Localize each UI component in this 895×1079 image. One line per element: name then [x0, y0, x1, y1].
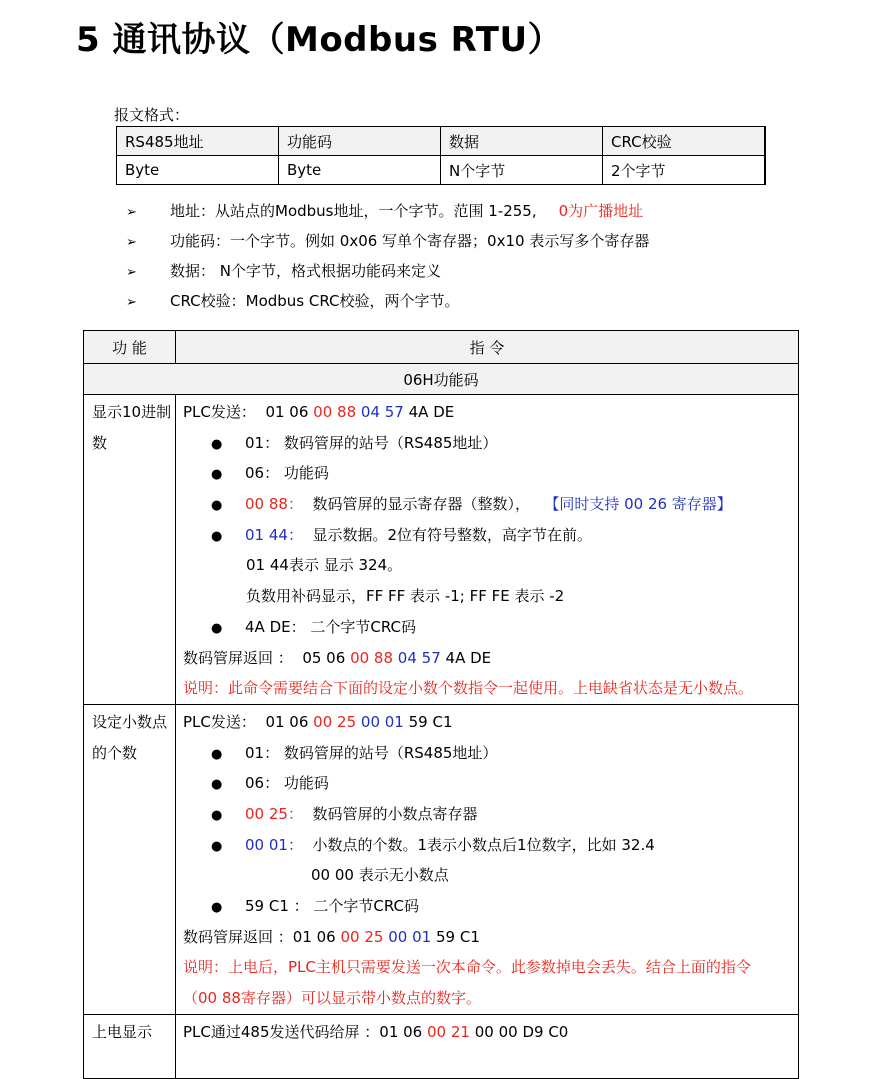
- message-format-table: [116, 126, 766, 185]
- format-value-cell: Byte: [279, 156, 441, 185]
- header-instruction: 指 令: [176, 331, 799, 364]
- table-row: [84, 704, 799, 1014]
- arrow-bullet-icon: ➢: [126, 265, 137, 280]
- bullet-dot-icon: ●: [211, 746, 223, 762]
- format-value-cell: 2个字节: [603, 156, 765, 185]
- list-item: ● 06： 功能码: [183, 458, 794, 489]
- format-header-cell: CRC校验: [603, 127, 765, 156]
- bullet-dot-icon: ●: [211, 528, 223, 544]
- list-item: ● 01： 数码管屏的站号（RS485地址）: [183, 428, 794, 459]
- message-format-label: 报文格式：: [114, 106, 190, 124]
- bullet-dot-icon: ●: [211, 777, 223, 793]
- function-name: 显示10进制数: [92, 403, 172, 452]
- bullet-dot-icon: ●: [211, 498, 223, 514]
- command-table: [83, 330, 799, 1079]
- table-row: [117, 127, 765, 156]
- display-return-line: 数码管屏返回 ：01 06 00 25 00 01 59 C1: [183, 927, 480, 946]
- note-line: （00 88寄存器）可以显示带小数点的数字。: [183, 989, 481, 1008]
- list-item: ➢ CRC校验：Modbus CRC校验，两个字节。: [126, 286, 649, 316]
- bullet-dot-icon: ●: [211, 620, 223, 636]
- table-row: [84, 364, 799, 395]
- detail-line: 01 44表示 显示 324。: [246, 556, 403, 575]
- table-row: [84, 395, 799, 705]
- list-item: ● 4A DE： 二个字节CRC码: [183, 612, 794, 643]
- format-value-cell: Byte: [117, 156, 279, 185]
- display-return-line: 数码管屏返回 ： 05 06 00 88 04 57 4A DE: [183, 648, 492, 667]
- plc-send-line: PLC通过485发送代码给屏 ：01 06 00 21 00 00 D9 C0: [183, 1022, 569, 1041]
- list-item: ● 01 44： 显示数据。2位有符号整数，高字节在前。: [183, 520, 794, 551]
- table-row: [84, 1014, 799, 1078]
- bullet-dot-icon: ●: [211, 900, 223, 915]
- format-value-cell: N个字节: [441, 156, 603, 185]
- note-line: 说明：上电后，PLC主机只需要发送一次本命令。此参数掉电会丢失。结合上面的指令: [183, 958, 751, 977]
- field-description-list: [126, 196, 649, 316]
- bullet-dot-icon: ●: [211, 436, 223, 452]
- function-name: 设定小数点的个数: [92, 712, 168, 762]
- table-row: [117, 156, 765, 185]
- list-item: ● 59 C1 ： 二个字节CRC码: [183, 891, 794, 922]
- arrow-bullet-icon: ➢: [126, 295, 137, 310]
- table-row: [84, 331, 799, 364]
- list-item: ● 01： 数码管屏的站号（RS485地址）: [183, 738, 794, 769]
- note-line: 说明：此命令需要结合下面的设定小数个数指令一起使用。上电缺省状态是无小数点。: [183, 679, 754, 698]
- format-header-cell: 数据: [441, 127, 603, 156]
- list-item: ➢ 数据： N个字节，格式根据功能码来定义: [126, 256, 649, 286]
- arrow-bullet-icon: ➢: [126, 235, 137, 250]
- list-item: ● 00 01： 小数点的个数。1表示小数点后1位数字，比如 32.4: [183, 830, 794, 861]
- plc-send-line: PLC发送： 01 06 00 25 00 01 59 C1: [183, 712, 453, 731]
- broadcast-address-note: 0为广播地址: [558, 202, 644, 220]
- list-item: ● 06： 功能码: [183, 768, 794, 799]
- bullet-dot-icon: ●: [211, 838, 223, 854]
- arrow-bullet-icon: ➢: [126, 205, 137, 220]
- function-name: 上电显示: [92, 1022, 153, 1041]
- plc-send-line: PLC发送： 01 06 00 88 04 57 4A DE: [183, 403, 455, 421]
- detail-line: 00 00 表示无小数点: [311, 866, 449, 885]
- list-item: ● 00 25： 数码管屏的小数点寄存器: [183, 799, 794, 830]
- list-item: ➢ 功能码：一个字节。例如 0x06 写单个寄存器；0x10 表示写多个寄存器: [126, 226, 649, 256]
- list-item: ● 00 88： 数码管屏的显示寄存器（整数）， 【同时支持 00 26 寄存器】: [183, 489, 794, 520]
- header-function: 功 能: [84, 331, 176, 364]
- detail-line: 负数用补码显示，FF FF 表示 -1; FF FE 表示 -2: [246, 587, 565, 606]
- list-item: ➢ 地址：从站点的Modbus地址，一个字节。范围 1-255, 0为广播地址: [126, 196, 649, 226]
- format-header-cell: 功能码: [279, 127, 441, 156]
- page-title: 5 通讯协议（Modbus RTU）: [76, 20, 563, 60]
- bullet-dot-icon: ●: [211, 807, 223, 823]
- format-header-cell: RS485地址: [117, 127, 279, 156]
- section-06h: 06H功能码: [84, 364, 799, 395]
- bullet-dot-icon: ●: [211, 467, 223, 483]
